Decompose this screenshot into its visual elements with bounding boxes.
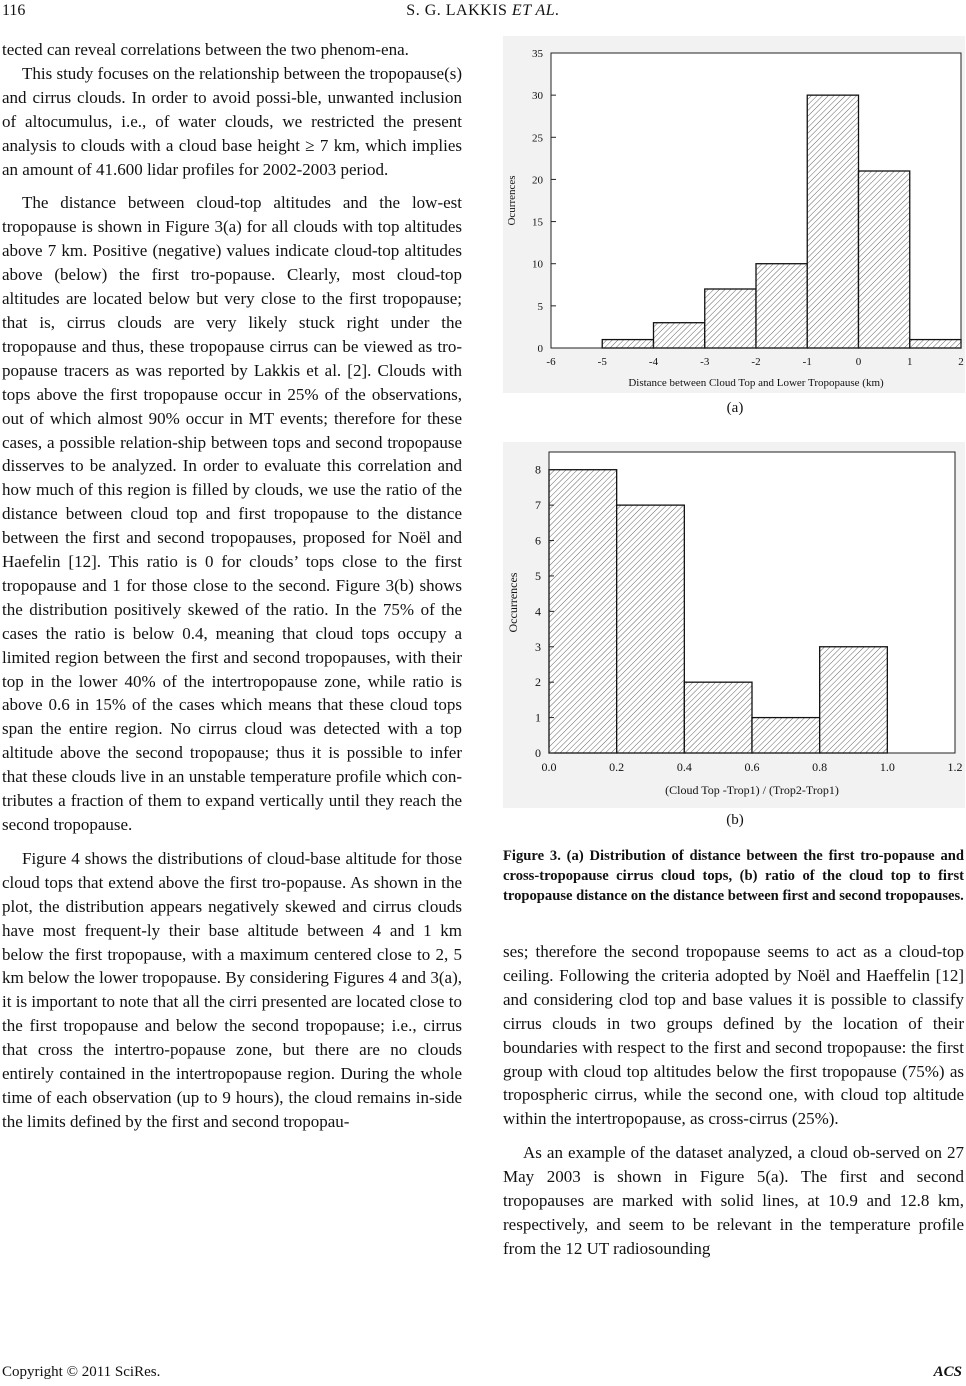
y-axis-label: Occurrences xyxy=(506,572,520,633)
x-tick-label: 1 xyxy=(907,356,913,368)
y-tick-label: 20 xyxy=(532,174,543,187)
histogram-bar xyxy=(549,470,617,753)
x-tick-label: 1.0 xyxy=(879,760,895,774)
paragraph: Figure 4 shows the distributions of cloud-base altitude for those cloud tops that extend above the first tro-popause. As shown in the plot, the distribution appears negatively skewed and cirrus clouds have most frequent-ly their base altitude between 4 and 1 km below the first tropopause, with a maximum centered close to 2, 5 km below the lower tropopause. By considering Figures 4 and 3(a), it is important to note that all the cirri presented are located close to the first tropopause and below the second tropopause; i.e., cirrus that cross the intertro-popause zone, but there are no clouds entirely contained in the intertropopause region. During the whole time of each observation (up to 9 hours), the cloud remains in-side the limits defined by the first and second tropopau- xyxy=(2,848,462,1131)
histogram-bar xyxy=(617,505,685,753)
figure-sublabel-a: (a) xyxy=(726,400,744,416)
y-tick-label: 35 xyxy=(532,48,543,60)
footer-copyright: Copyright © 2011 SciRes. xyxy=(2,1364,161,1380)
x-tick-label: 0.2 xyxy=(609,760,625,774)
y-tick-label: 6 xyxy=(535,533,541,548)
left-column xyxy=(2,38,462,1134)
footer-journal: ACS xyxy=(933,1364,962,1380)
x-axis-label: Distance between Cloud Top and Lower Tropopause (km) xyxy=(628,377,884,389)
histogram-a xyxy=(503,36,965,396)
y-tick-label: 7 xyxy=(535,498,541,513)
paragraph: As an example of the dataset analyzed, a cloud ob-served on 27 May 2003 is shown in Figure 5(a). The first and second tropopauses are marked with solid lines, at 10.9 and 12.8 km, respectively, and seem to be relevant in the temperature profile from the 12 UT radiosounding xyxy=(503,1143,964,1258)
paragraph: This study focuses on the relationship between the tropopause(s) and cirrus clouds. In order to avoid possi-ble, unwanted inclusion of altocumulus, i.e., of water clouds, we restricted the present analysis to clouds with a cloud base height ≥ 7 km, which implies an amount of 41.600 lidar profiles for 2002-2003 period. xyxy=(2,63,463,179)
x-tick-label: -5 xyxy=(597,356,607,368)
y-tick-label: 15 xyxy=(532,216,543,229)
paragraph: ses; therefore the second tropopause seems to act as a cloud-top ceiling. Following the criteria adopted by Noël and Haeffelin [12] and considering clod top and base values it is possible to classify cirrus clouds in two groups defined by the location of their boundaries with respect to the first and second tropopause: the first group with cloud top altitudes below the first tropopause (75%) as tropospheric cirrus, while the second one, with cloud top altitude within the intertropopause, as cross-cirrus (25%). xyxy=(503,942,964,1129)
y-tick-label: 8 xyxy=(535,462,541,477)
running-head-etal: ET AL. xyxy=(511,2,560,19)
y-tick-label: 5 xyxy=(535,568,541,583)
y-tick-label: 25 xyxy=(532,132,543,145)
y-tick-label: 30 xyxy=(532,90,543,103)
figure-3a xyxy=(503,36,965,396)
histogram-bar xyxy=(756,264,807,348)
x-tick-label: 0.8 xyxy=(812,760,828,774)
histogram-bar xyxy=(859,171,910,348)
y-axis-label: Ocurrences xyxy=(506,175,518,226)
right-column xyxy=(503,940,964,1261)
y-tick-label: 5 xyxy=(537,300,543,313)
histogram-bar xyxy=(752,718,820,753)
y-tick-label: 10 xyxy=(532,258,543,271)
x-tick-label: -3 xyxy=(700,356,710,368)
figure-sublabel-b: (b) xyxy=(726,812,744,828)
x-tick-label: -1 xyxy=(802,356,812,368)
figure-3b xyxy=(503,442,965,812)
paragraph: tected can reveal correlations between the two phenom-ena. xyxy=(2,40,409,59)
x-axis-label: (Cloud Top -Trop1) / (Trop2-Trop1) xyxy=(665,783,839,797)
y-tick-label: 0 xyxy=(537,343,543,355)
paragraph: The distance between cloud-top altitudes and the low-est tropopause is shown in Figure 3(a) for all clouds with top altitudes above 7 km. Positive (negative) values indicate cloud-top altitudes above (below) the first tro-popause. Clearly, most cloud-top altitudes are located below but very close to the first tropopause; that is, cirrus clouds are very likely stuck right under the tropopause and thus, these tropopause cirrus can be viewed as tro-popause tracers as was reported by Lakkis et al. [2]. Clouds with tops above the first tropopause occur in 25% of the observations, out of which almost 90% occur in MT events; therefore for these cases, a possible relation-ship between tops and second tropopause disserves to be analyzed. In order to evaluate this correlation and how much of this region is filled by clouds, we use the ratio of the distance between cloud top and first tropopause to the distance between the first and second tropopauses, proposed for Noël and Haefelin [12]. This ratio is 0 for clouds’ tops close to the first tropopause and 1 for those close to the second. Figure 3(b) shows the distribution positively skewed of the ratio. In the 75% of the cases the ratio is below 0.4, meaning that cloud tops occupy a limited region between the first and second tropopauses, with their top in the lower 40% of the intertropopause zone, while ratio is above 0.6 in 15% of the cases which means that these cloud tops span the entire region. No cirrus cloud was detected with a top altitude above the second tropopause; thus it is possible to infer that these clouds live in an unstable temperature profile which con-tributes a fraction of them to expand vertically until they reach the second tropopause. xyxy=(2,193,462,834)
y-tick-label: 1 xyxy=(535,710,541,725)
histogram-bar xyxy=(705,289,756,348)
running-head xyxy=(0,2,966,20)
histogram-bar xyxy=(910,340,961,348)
x-tick-label: 2 xyxy=(958,356,964,368)
x-tick-label: -6 xyxy=(546,356,556,368)
x-tick-label: 1.2 xyxy=(947,760,963,774)
histogram-bar xyxy=(654,323,705,348)
x-tick-label: 0 xyxy=(855,356,862,368)
y-tick-label: 2 xyxy=(535,675,541,690)
x-tick-label: -4 xyxy=(648,356,659,368)
histogram-b xyxy=(503,442,965,812)
running-head-authors: S. G. LAKKIS xyxy=(406,2,508,19)
figure-caption: Figure 3. (a) Distribution of distance between the first tro-popause and cross-tropopause cirrus cloud tops, (b) ratio of the cloud top to first tropopause distance on the distance between first and second tropopauses. xyxy=(503,848,964,904)
histogram-bar xyxy=(807,95,858,348)
histogram-bar xyxy=(820,647,888,753)
histogram-bar xyxy=(602,340,653,348)
x-tick-label: 0.0 xyxy=(541,760,557,774)
x-tick-label: 0.6 xyxy=(744,760,760,774)
y-tick-label: 0 xyxy=(535,746,541,760)
histogram-bar xyxy=(684,682,752,753)
x-tick-label: 0.4 xyxy=(676,760,692,774)
y-tick-label: 3 xyxy=(535,639,541,654)
page-number: 116 xyxy=(2,2,26,19)
x-tick-label: -2 xyxy=(751,356,761,368)
y-tick-label: 4 xyxy=(535,604,541,619)
page-header xyxy=(0,0,966,28)
